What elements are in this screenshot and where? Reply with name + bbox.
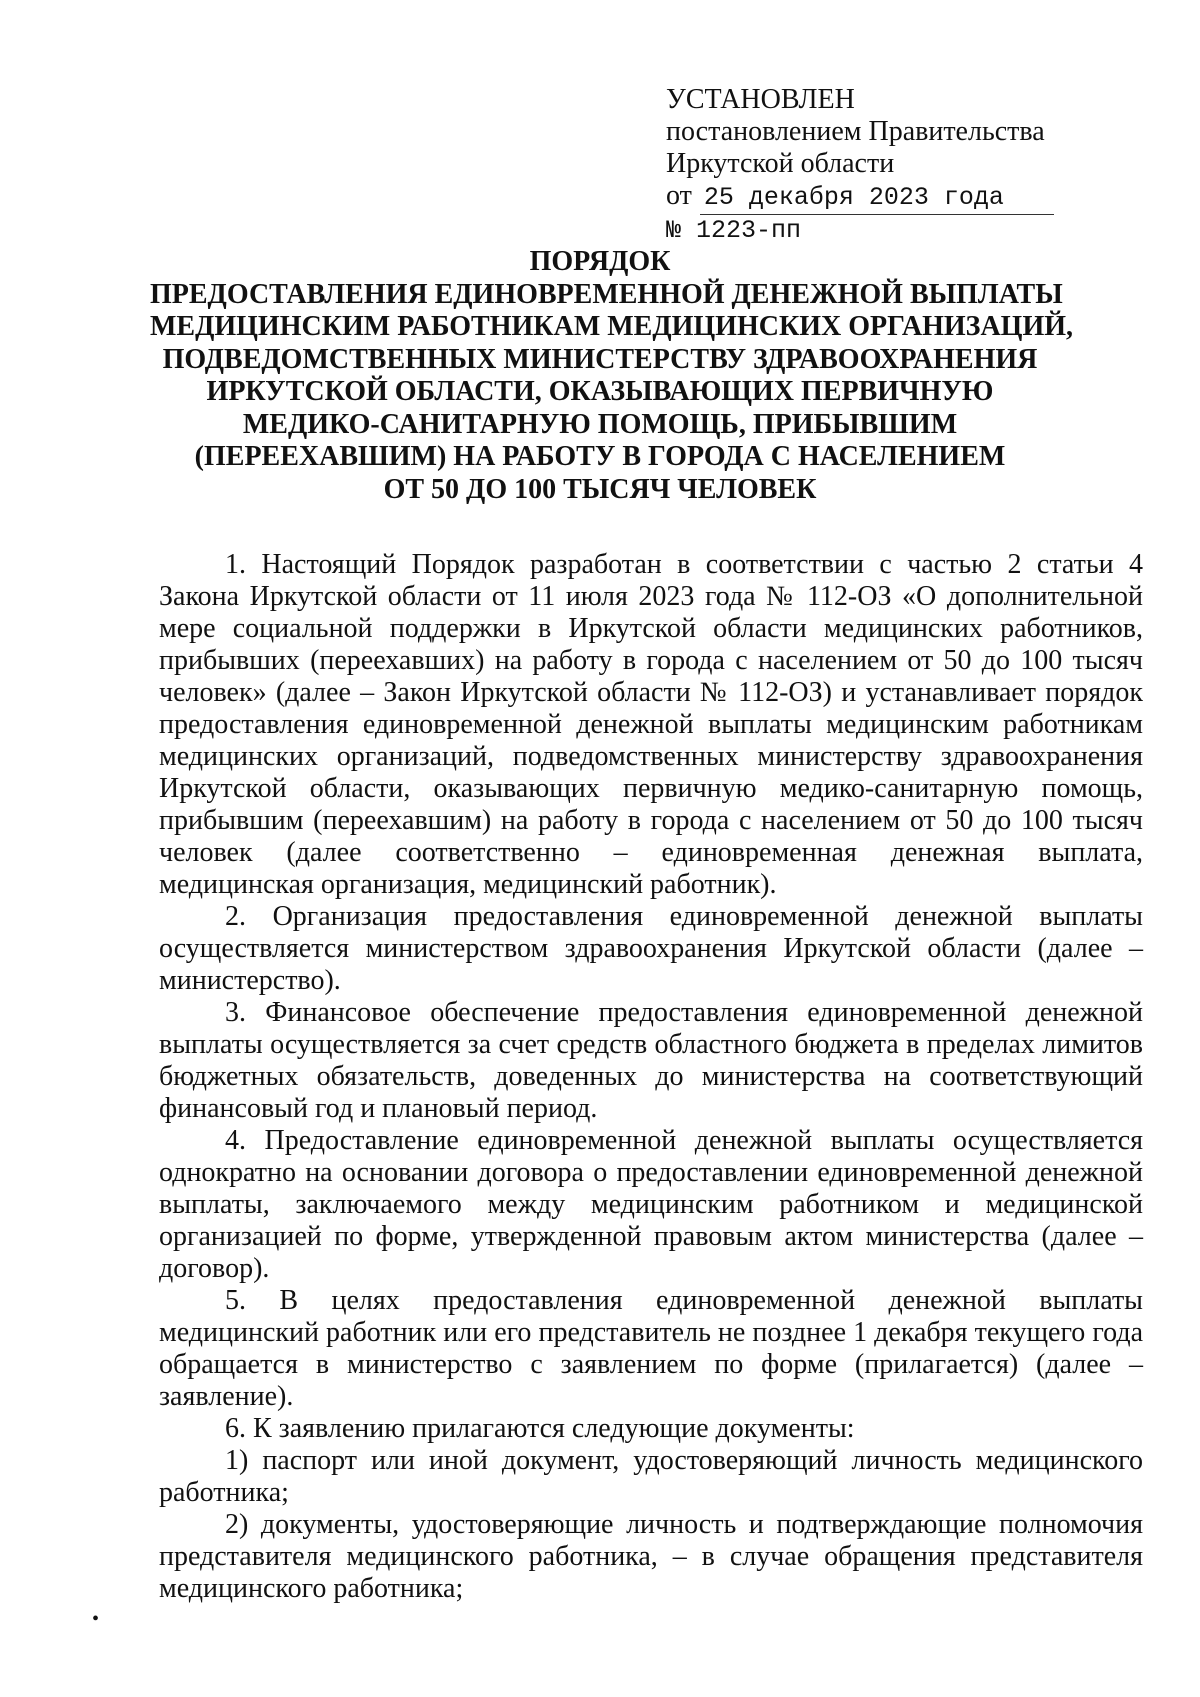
- paragraph: 2. Организация предоставления единовременной денежной выплаты осуществляется министерством здравоохранения Иркутской области (далее – министерство).: [159, 901, 1143, 996]
- approval-stamp: [666, 84, 1066, 247]
- title-line: ИРКУТСКОЙ ОБЛАСТИ, ОКАЗЫВАЮЩИХ ПЕРВИЧНУЮ: [206, 376, 994, 407]
- approval-line-2: Иркутской области: [666, 148, 895, 179]
- paragraph: 1) паспорт или иной документ, удостоверяющий личность медицинского работника;: [159, 1445, 1143, 1508]
- document-title: [150, 246, 1074, 506]
- title-line: ОТ 50 ДО 100 ТЫСЯЧ ЧЕЛОВЕК: [383, 473, 817, 505]
- title-line: МЕДИКО-САНИТАРНУЮ ПОМОЩЬ, ПРИБЫВШИМ: [242, 408, 958, 440]
- document-body: [159, 549, 1143, 1605]
- title-line: МЕДИЦИНСКИМ РАБОТНИКАМ МЕДИЦИНСКИХ ОРГАНИЗАЦИЙ,: [150, 311, 1074, 342]
- paragraph: 1. Настоящий Порядок разработан в соответствии с частью 2 статьи 4 Закона Иркутской области от 11 июля 2023 года № 112-ОЗ «О дополнительной мере социальной поддержки в Иркутской области медицинских работников, прибывших (переехавших) на работу в города с населением от 50 до 100 тысяч человек» (далее – Закон Иркутской области № 112-ОЗ) и устанавливает порядок предоставления единовременной денежной выплаты медицинским работникам медицинских организаций, подведомственных министерству здравоохранения Иркутской области, оказывающих первичную медико-санитарную помощь, прибывшим (переехавшим) на работу в города с населением от 50 до 100 тысяч человек (далее соответственно – единовременная денежная выплата, медицинская организация, медицинский работник).: [159, 549, 1143, 900]
- approval-status: УСТАНОВЛЕН: [666, 84, 855, 115]
- approval-date-prefix: от: [666, 180, 692, 211]
- paragraph: 4. Предоставление единовременной денежной выплаты осуществляется однократно на основании договора о предоставлении единовременной денежной выплаты, заключаемого между медицинским работником и медицинской организацией по форме, утвержденной правовым актом министерства (далее – договор).: [159, 1125, 1143, 1284]
- title-line: ПРЕДОСТАВЛЕНИЯ ЕДИНОВРЕМЕННОЙ ДЕНЕЖНОЙ ВЫПЛАТЫ: [150, 278, 1063, 310]
- title-line: ПОДВЕДОМСТВЕННЫХ МИНИСТЕРСТВУ ЗДРАВООХРАНЕНИЯ: [162, 343, 1038, 375]
- approval-line-1: постановлением Правительства: [666, 116, 1045, 147]
- approval-number: № 1223-пп: [666, 216, 802, 245]
- approval-date-row: [666, 180, 1066, 215]
- title-line: (ПЕРЕЕХАВШИМ) НА РАБОТУ В ГОРОДА С НАСЕЛЕНИЕМ: [194, 441, 1006, 472]
- paragraph: 5. В целях предоставления единовременной денежной выплаты медицинский работник или его представитель не позднее 1 декабря текущего года обращается в министерство с заявлением по форме (прилагается) (далее – заявление).: [159, 1285, 1143, 1412]
- scan-mark: •: [92, 1608, 100, 1630]
- title-heading: ПОРЯДОК: [529, 246, 671, 277]
- paragraph: 3. Финансовое обеспечение предоставления единовременной денежной выплаты осуществляется за счет средств областного бюджета в пределах лимитов бюджетных обязательств, доведенных до министерства на соответствующий финансовый год и плановый период.: [159, 997, 1143, 1124]
- paragraph: 6. К заявлению прилагаются следующие документы:: [225, 1413, 855, 1444]
- paragraph: 2) документы, удостоверяющие личность и подтверждающие полномочия представителя медицинского работника, – в случае обращения представителя медицинского работника;: [159, 1509, 1143, 1604]
- approval-date: 25 декабря 2023 года: [700, 182, 1054, 215]
